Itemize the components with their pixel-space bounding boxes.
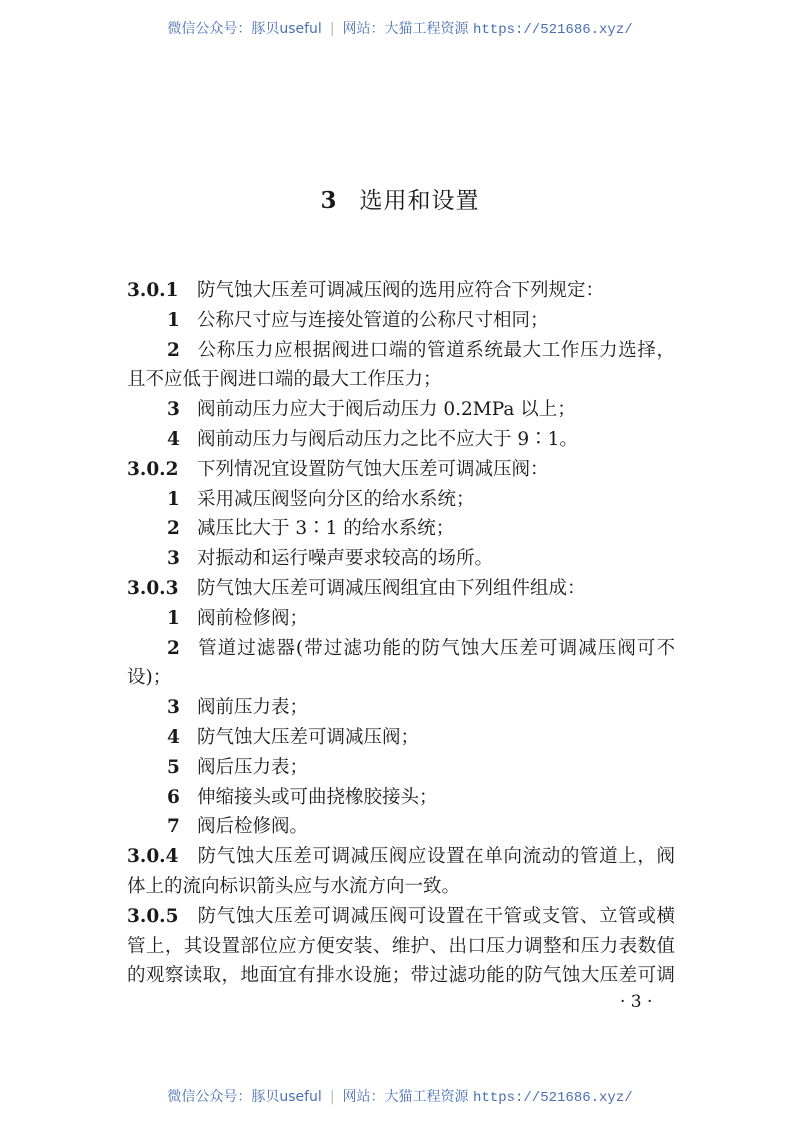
line-text: 防气蚀大压差可调减压阀组宜由下列组件组成：	[197, 577, 586, 599]
list-item	[127, 693, 675, 723]
list-item	[127, 783, 675, 813]
clause-number: 3.0.1	[127, 280, 179, 301]
clause-number: 3.0.4	[127, 846, 179, 868]
item-number: 2	[167, 637, 180, 659]
item-number: 7	[167, 816, 180, 838]
line-text: 减压比大于 3∶1 的给水系统；	[197, 518, 455, 540]
line-text: 阀前检修阀；	[197, 607, 309, 629]
line-text: 公称压力应根据阀进口端的管道系统最大工作压力选择，	[197, 339, 675, 361]
list-item	[127, 485, 675, 515]
list-item	[127, 336, 675, 366]
line-text: 设)；	[127, 667, 172, 689]
clause-number: 3.0.3	[127, 577, 179, 599]
clause-number: 3.0.5	[127, 905, 179, 927]
item-number: 3	[167, 399, 180, 421]
list-item	[127, 812, 675, 842]
watermark-bottom	[0, 1086, 800, 1106]
clause	[127, 842, 675, 872]
continuation-line	[127, 961, 675, 991]
clause	[127, 276, 675, 306]
page-number: · 3 ·	[620, 992, 653, 1012]
line-text: 对振动和运行噪声要求较高的场所。	[197, 548, 494, 570]
list-item	[127, 395, 675, 425]
item-number: 4	[167, 428, 180, 450]
line-text: 阀后检修阀。	[197, 816, 309, 838]
item-number: 2	[167, 339, 180, 361]
clause	[127, 455, 675, 485]
line-text: 管道过滤器(带过滤功能的防气蚀大压差可调减压阀可不	[197, 637, 675, 659]
line-text: 下列情况宜设置防气蚀大压差可调减压阀：	[197, 458, 549, 480]
item-number: 1	[167, 607, 180, 629]
chapter-title-text: 选用和设置	[359, 188, 480, 214]
item-number: 4	[167, 726, 180, 748]
chapter-number: 3	[320, 187, 338, 214]
clause	[127, 574, 675, 604]
list-item	[127, 753, 675, 783]
watermark-site: 网站：大猫工程资源	[342, 1089, 469, 1105]
line-text: 防气蚀大压差可调减压阀应设置在单向流动的管道上，阀	[197, 846, 675, 868]
list-item	[127, 634, 675, 664]
watermark-url: https://521686.xyz/	[473, 22, 633, 38]
watermark-account: 微信公众号：豚贝useful	[167, 1089, 322, 1105]
line-text: 的观察读取，地面宜有排水设施；带过滤功能的防气蚀大压差可调	[127, 965, 675, 987]
line-text: 采用减压阀竖向分区的给水系统；	[197, 488, 475, 510]
watermark-site: 网站：大猫工程资源	[342, 21, 469, 37]
list-item	[127, 306, 675, 336]
line-text: 防气蚀大压差可调减压阀的选用应符合下列规定：	[197, 280, 605, 301]
line-text: 阀前动压力应大于阀后动压力 0.2MPa 以上；	[197, 399, 576, 421]
item-number: 6	[167, 786, 180, 808]
item-number: 1	[167, 488, 180, 510]
item-number: 3	[167, 697, 180, 719]
watermark-top	[0, 18, 800, 38]
item-number: 5	[167, 756, 180, 778]
line-text: 体上的流向标识箭头应与水流方向一致。	[127, 875, 461, 897]
item-number: 3	[167, 548, 180, 570]
continuation-line	[127, 872, 675, 902]
line-text: 伸缩接头或可曲挠橡胶接头；	[197, 786, 438, 808]
list-item	[127, 514, 675, 544]
line-text: 防气蚀大压差可调减压阀可设置在干管或支管、立管或横	[197, 905, 675, 927]
chapter-title	[0, 182, 800, 215]
line-text: 阀前动压力与阀后动压力之比不应大于 9∶1。	[197, 428, 578, 450]
document-body	[127, 276, 675, 991]
list-item	[127, 604, 675, 634]
line-text: 管上，其设置部位应方便安装、维护、出口压力调整和压力表数值	[127, 935, 675, 957]
list-item	[127, 544, 675, 574]
list-item	[127, 425, 675, 455]
watermark-account: 微信公众号：豚贝useful	[167, 21, 322, 37]
line-text: 公称尺寸应与连接处管道的公称尺寸相同；	[197, 309, 549, 331]
divider: |	[329, 1089, 335, 1105]
list-item	[127, 723, 675, 753]
continuation-line	[127, 365, 675, 395]
clause	[127, 902, 675, 932]
divider: |	[329, 21, 335, 37]
item-number: 2	[167, 518, 180, 540]
continuation-line	[127, 663, 675, 693]
line-text: 且不应低于阀进口端的最大工作压力；	[127, 369, 442, 391]
line-text: 防气蚀大压差可调减压阀；	[197, 726, 420, 748]
line-text: 阀前压力表；	[197, 697, 309, 719]
line-text: 阀后压力表；	[197, 756, 309, 778]
item-number: 1	[167, 309, 180, 331]
clause-number: 3.0.2	[127, 458, 179, 480]
continuation-line	[127, 932, 675, 962]
watermark-url: https://521686.xyz/	[473, 1090, 633, 1106]
